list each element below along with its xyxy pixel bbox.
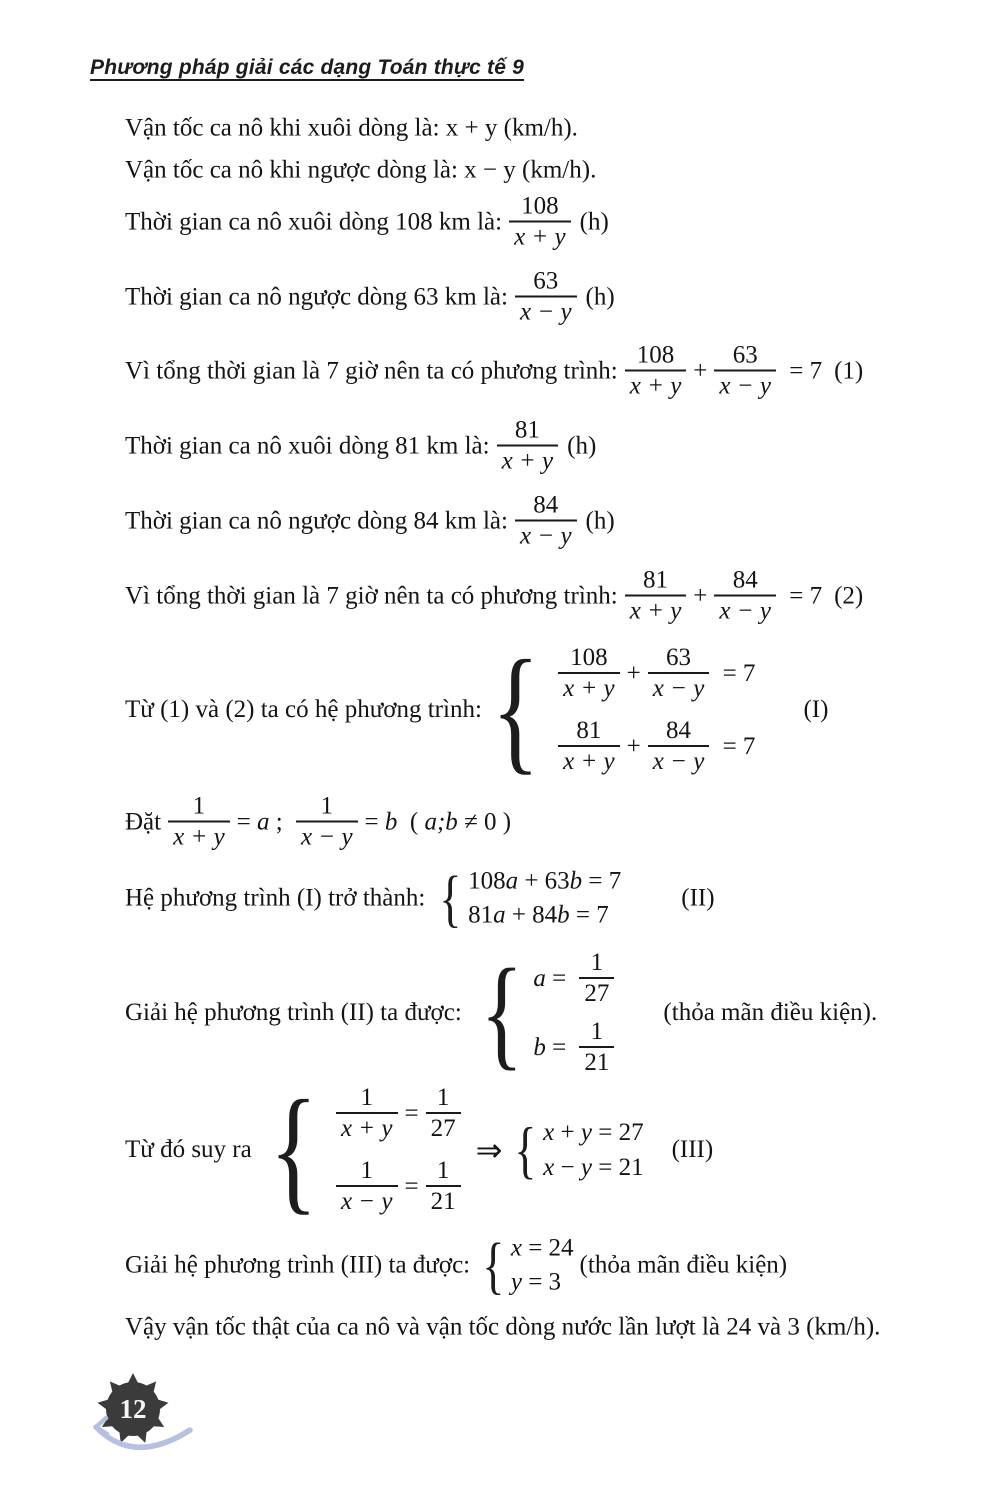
equation-rhs: = 7 [569,901,609,929]
equation-tag: (1) [834,357,864,385]
line-time-upstream-63 [125,268,615,327]
numerator: 1 [590,949,604,976]
variable-a: a [505,867,519,895]
line-text: Từ đó suy ra [125,1136,252,1164]
fraction [426,1157,461,1216]
minus-operator: − [554,1153,581,1181]
condition-note: (thỏa mãn điều kiện). [663,999,878,1027]
equals-sign: = [236,808,258,836]
denominator: x − y [648,672,710,703]
fraction [648,717,710,776]
left-brace: { [514,1114,537,1185]
system-row [329,1157,468,1216]
line-text: Vì tổng thời gian là 7 giờ nên ta có phương trình: [125,357,618,385]
coefficient: 63 [544,867,570,895]
fraction [296,793,358,852]
condition-rest: ≠ 0 ) [457,808,512,836]
denominator: x − y [714,370,776,401]
equation-rhs: = 7 [716,732,756,760]
line-solve-III [125,1229,788,1300]
equation-system [472,944,622,1081]
fraction [648,644,710,703]
equation-system [510,1114,644,1185]
equation-rhs: = 7 [582,867,622,895]
numerator: 108 [570,644,608,671]
numerator: 1 [590,1018,604,1045]
equation-system [260,1072,468,1227]
line-time-upstream-84 [125,492,615,551]
fraction [579,949,614,1008]
line-downstream-speed [125,112,578,143]
line-system-I [125,632,829,787]
fraction [625,567,687,626]
numerator: 81 [576,717,602,744]
denominator: 27 [579,977,614,1008]
variable-b: b [384,808,398,836]
line-text: Thời gian ca nô xuôi dòng 108 km là: [125,208,503,236]
system-row [551,644,755,703]
fraction [714,342,776,401]
numerator: 1 [320,792,334,820]
system-row [543,1117,643,1148]
denominator: x − y [714,595,776,626]
line-equation-1 [125,342,863,401]
numerator: 1 [436,1157,450,1184]
implies-arrow: ⇒ [475,1132,503,1168]
fraction [426,1084,461,1143]
variable-y: y [580,1153,592,1181]
line-substitution [125,793,511,852]
equation-rhs: = 21 [591,1153,644,1181]
variable-x: x [510,1234,522,1262]
fraction [515,492,577,551]
denominator: x − y [648,745,710,776]
line-conclusion [125,1311,880,1342]
numerator: 1 [192,792,206,820]
variable-y: y [580,1119,592,1147]
denominator: x + y [625,370,687,401]
line-text: Vì tổng thời gian là 7 giờ nên ta có phương trình: [125,582,618,610]
system-row [329,1084,468,1143]
system-row [468,900,609,931]
left-brace: { [439,862,462,933]
numerator: 84 [666,717,692,744]
system-row [551,717,755,776]
equals-sign: = [545,1033,573,1061]
system-row [533,1018,621,1077]
left-brace: { [269,1072,318,1227]
plus-operator: + [626,732,641,760]
equation-rhs: = 27 [591,1119,644,1147]
system-row [511,1232,574,1263]
left-brace: { [480,944,523,1081]
denominator: x + y [336,1112,398,1143]
line-equation-2 [125,567,863,626]
denominator: x − y [515,520,577,551]
left-brace: { [482,1229,505,1300]
variable-a: a [493,901,506,929]
line-text: Vậy vận tốc thật của ca nô và vận tốc dòng nước lần lượt là 24 và 3 (km/h). [125,1313,881,1341]
denominator: 27 [426,1112,461,1143]
coefficient: 81 [468,901,494,929]
line-solve-II [125,944,878,1081]
equation-tag: (III) [671,1136,714,1164]
gear-icon [86,1372,206,1472]
equation-rhs: = 24 [521,1234,574,1262]
plus-operator: + [693,357,708,385]
variable-a: a [257,808,270,836]
equation-rhs: = 7 [782,582,823,610]
system-row [511,1267,561,1298]
numerator: 1 [436,1084,450,1111]
unit-label: (h) [579,208,609,236]
equation-system [478,1229,574,1300]
line-text: Từ (1) và (2) ta có hệ phương trình: [125,696,482,724]
line-text: Thời gian ca nô ngược dòng 84 km là: [125,507,508,535]
numerator: 63 [732,341,758,369]
variable-x: x [543,1119,555,1147]
variable-b: b [533,1033,546,1061]
equals-sign: = [404,1099,419,1127]
fraction [497,417,559,476]
fraction [515,268,577,327]
fraction [509,193,571,252]
line-text: Giải hệ phương trình (III) ta được: [125,1251,471,1279]
numerator: 84 [533,491,559,519]
denominator: 21 [426,1185,461,1216]
numerator: 1 [360,1157,373,1184]
fraction [714,567,776,626]
line-text: Hệ phương trình (I) trở thành: [125,884,426,912]
equals-sign: = [404,1172,419,1200]
page-header-title: Phương pháp giải các dạng Toán thực tế 9 [90,56,525,79]
numerator: 108 [521,192,559,220]
fraction [168,793,230,852]
numerator: 1 [360,1084,373,1111]
plus-operator: + [693,582,708,610]
numerator: 108 [636,341,675,369]
numerator: 81 [514,416,540,444]
numerator: 63 [666,644,692,671]
equation-system [482,632,756,787]
plus-operator: + [505,901,533,929]
equation-rhs: = 7 [782,357,823,385]
denominator: x + y [168,821,230,852]
variable-a: a [533,964,546,992]
line-time-downstream-81 [125,417,596,476]
denominator: x + y [558,672,620,703]
fraction [558,717,620,776]
left-brace: { [491,632,540,787]
line-derive-III [125,1072,714,1227]
line-text: Thời gian ca nô ngược dòng 63 km là: [125,283,508,311]
equation-tag: (2) [834,582,864,610]
line-time-downstream-108 [125,193,609,252]
condition-open: ( [397,808,425,836]
line-text: Giải hệ phương trình (II) ta được: [125,999,462,1027]
equation-tag: (II) [681,884,715,912]
line-text: Vận tốc ca nô khi ngược dòng là: x − y (km/h). [125,156,597,184]
plus-operator: + [626,659,641,687]
denominator: x + y [497,445,559,476]
coefficient: 84 [532,901,558,929]
system-row [533,949,621,1008]
equation-rhs: = 3 [521,1268,562,1296]
system-row [543,1152,643,1183]
denominator: x + y [625,595,687,626]
unit-label: (h) [567,432,597,460]
fraction [336,1157,398,1216]
line-system-II [125,862,715,933]
page-number: 12 [119,1394,147,1424]
equation-tag: (I) [803,696,829,724]
page-number-badge [86,1372,206,1477]
plus-operator: + [554,1119,581,1147]
line-text: Thời gian ca nô xuôi dòng 81 km là: [125,432,490,460]
coefficient: 108 [468,867,506,895]
plus-operator: + [518,867,545,895]
variable-b: b [557,901,570,929]
variable-y: y [510,1268,522,1296]
line-text: Đặt [125,808,162,836]
numerator: 81 [643,566,669,594]
unit-label: (h) [585,507,615,535]
fraction [579,1018,614,1077]
numerator: 63 [533,267,559,295]
line-text: Vận tốc ca nô khi xuôi dòng là: x + y (km/h). [125,114,578,142]
denominator: x − y [336,1185,398,1216]
denominator: x + y [509,221,571,252]
fraction [558,644,620,703]
equation-system [435,862,622,933]
variable-b: b [569,867,583,895]
fraction [336,1084,398,1143]
separator: ; [269,808,289,836]
equals-sign: = [545,964,573,992]
denominator: x − y [515,296,577,327]
condition-note: (thỏa mãn điều kiện) [579,1251,788,1279]
condition-vars: a;b [424,808,458,836]
line-upstream-speed [125,154,596,185]
system-row [468,865,621,896]
equation-rhs: = 7 [716,659,756,687]
denominator: 21 [579,1046,614,1077]
denominator: x − y [296,821,358,852]
equals-sign: = [364,808,385,836]
denominator: x + y [558,745,620,776]
variable-x: x [543,1153,555,1181]
fraction [625,342,687,401]
unit-label: (h) [585,283,615,311]
numerator: 84 [732,566,758,594]
